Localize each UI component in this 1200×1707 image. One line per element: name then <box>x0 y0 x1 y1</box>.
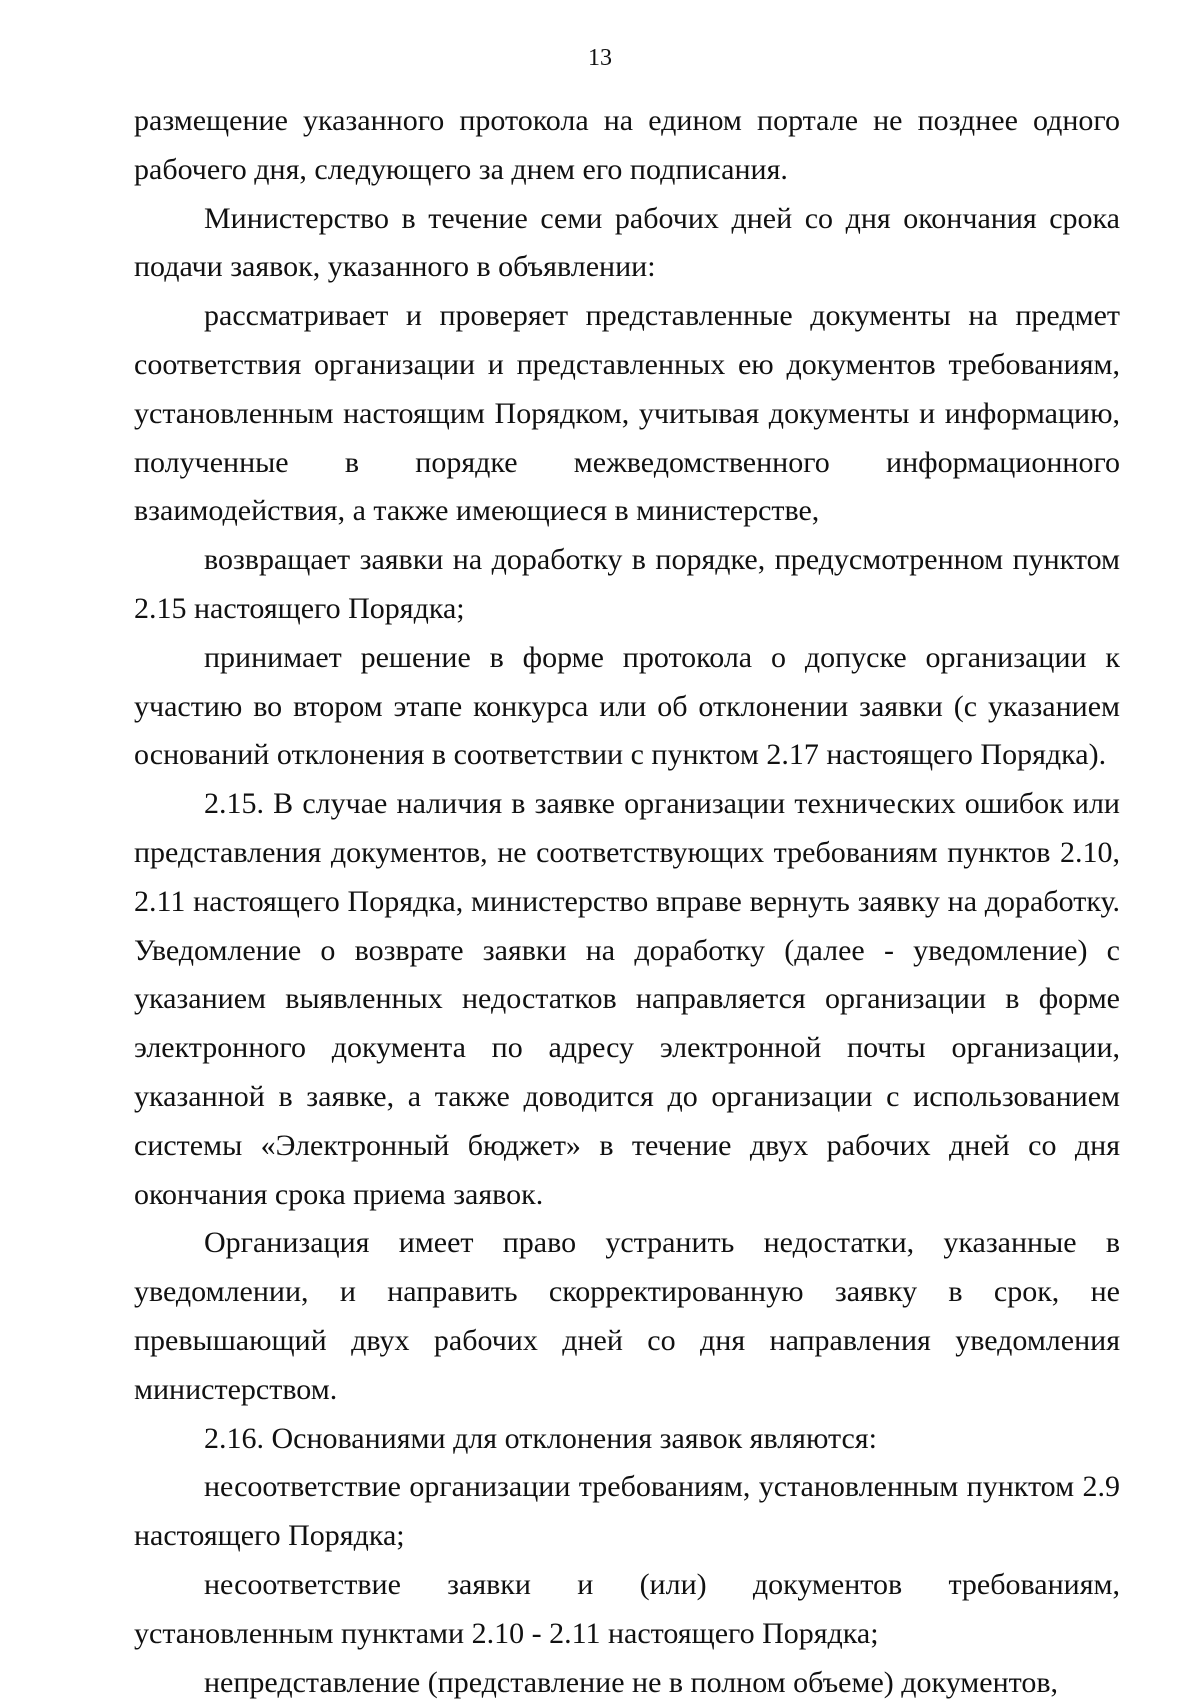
page-number: 13 <box>0 44 1200 72</box>
paragraph: несоответствие организации требованиям, установленным пунктом 2.9 настоящего Порядка; <box>134 1463 1120 1561</box>
paragraph: размещение указанного протокола на едином портале не позднее одного рабочего дня, следующего за днем его подписания. <box>134 97 1120 195</box>
paragraph: принимает решение в форме протокола о допуске организации к участию во втором этапе конкурса или об отклонении заявки (с указанием оснований отклонения в соответствии с пунктом 2.17 настоящего Порядка). <box>134 634 1120 780</box>
paragraph: непредставление (представление не в полном объеме) документов, <box>134 1659 1120 1707</box>
paragraph: 2.16. Основаниями для отклонения заявок являются: <box>134 1415 1120 1464</box>
paragraph: несоответствие заявки и (или) документов требованиям, установленным пунктами 2.10 - 2.11 настоящего Порядка; <box>134 1561 1120 1659</box>
paragraph: Министерство в течение семи рабочих дней со дня окончания срока подачи заявок, указанного в объявлении: <box>134 195 1120 293</box>
paragraph: рассматривает и проверяет представленные документы на предмет соответствия организации и представленных ею документов требованиям, установленным настоящим Порядком, учитывая документы и информацию, полученные в порядке межведомственного информационного взаимодействия, а также имеющиеся в министерстве, <box>134 292 1120 536</box>
document-body <box>134 97 1120 1707</box>
paragraph: Организация имеет право устранить недостатки, указанные в уведомлении, и направить скорректированную заявку в срок, не превышающий двух рабочих дней со дня направления уведомления министерством. <box>134 1219 1120 1414</box>
paragraph: возвращает заявки на доработку в порядке, предусмотренном пунктом 2.15 настоящего Порядка; <box>134 536 1120 634</box>
paragraph: 2.15. В случае наличия в заявке организации технических ошибок или представления документов, не соответствующих требованиям пунктов 2.10, 2.11 настоящего Порядка, министерство вправе вернуть заявку на доработку. Уведомление о возврате заявки на доработку (далее - уведомление) с указанием выявленных недостатков направляется организации в форме электронного документа по адресу электронной почты организации, указанной в заявке, а также доводится до организации с использованием системы «Электронный бюджет» в течение двух рабочих дней со дня окончания срока приема заявок. <box>134 780 1120 1219</box>
